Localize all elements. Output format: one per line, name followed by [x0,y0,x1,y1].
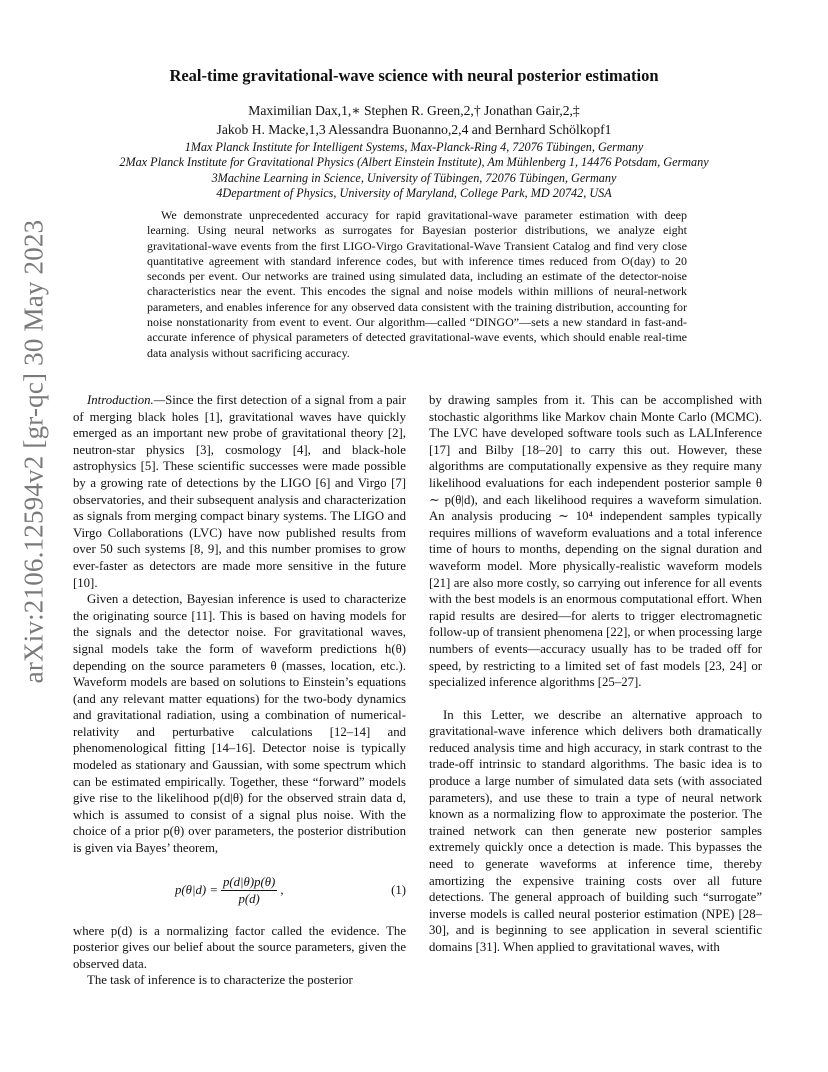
equation-denominator: p(d) [238,892,260,907]
right-paragraph-1: by drawing samples from it. This can be accomplished with stochastic algorithms like Markov chain Monte Carlo (MCMC). The LVC have developed software tools such as LALInference [17] and Bilby [18–20] to carry this out. However, these algorithms are computationally expensive as they require many likelihood evaluations for each independent posterior sample θ ∼ p(θ|d), and each likelihood requires a waveform simulation. An analysis producing ∼ 10⁴ independent samples typically requires millions of waveform evaluations and a total inference time of hours to months, depending on the signal duration and waveform model. More physically-realistic waveform models [21] are also more costly, so carrying out inference for all events with the best models is an enormous computational effort. When rapid results are desired—for alerts to trigger electromagnetic follow-up of transient phenomena [22], or when processing large numbers of events—accuracy usually has to be traded off for speed, by restricting to a limited set of fast models [23, 24] or specialized inference algorithms [25–27]. [429,393,762,690]
paper-title: Real-time gravitational-wave science with neural posterior estimation [169,66,659,85]
affiliation-4: 4Department of Physics, University of Maryland, College Park, MD 20742, USA [216,186,612,201]
abstract: We demonstrate unprecedented accuracy for rapid gravitational-wave parameter estimation with deep learning. Using neural networks as surrogates for Bayesian posterior distributions, we analyze eight gravitational-wave events from the first LIGO-Virgo Gravitational-Wave Transient Catalog and find very close quantitative agreement with standard inference codes, but with inference times reduced from O(day) to 20 seconds per event. Our networks are trained using simulated data, including an estimate of the detector-noise characteristics near the event. This encodes the signal and noise models within millions of neural-network parameters, and enables inference for any observed data consistent with the training distribution, accounting for noise nonstationarity from event to event. Our algorithm—called “DINGO”—sets a new standard in fast-and-accurate inference of physical parameters of detected gravitational-wave events, which should enable real-time data analysis without sacrificing accuracy. [147,208,687,360]
author-line-2: Jakob H. Macke,1,3 Alessandra Buonanno,2,4 and Bernhard Schölkopf1 [216,122,612,137]
paragraph-2: Given a detection, Bayesian inference is used to characterize the originating source [11]. This is based on having models for the signals and the detector noise. For gravitational waves, signal models take the form of waveform predictions h(θ) depending on the source parameters θ (masses, location, etc.). Waveform models are based on solutions to Einstein’s equations (and any relevant matter equations) for the two-body dynamics and gravitational radiation, using a combination of numerical-relativity and perturbative calculations [12–14] and phenomenological fitting [14–16]. Detector noise is typically modeled as stationary and Gaussian, with some spectrum which can be estimated empirically. Together, these “forward” models give rise to the likelihood p(d|θ) for the observed strain data d, which is assumed to consist of a signal plus noise. With the choice of a prior p(θ) over parameters, the posterior distribution is given via Bayes’ theorem, [73,592,406,856]
author-line-1: Maximilian Dax,1,∗ Stephen R. Green,2,† Jonathan Gair,2,‡ [248,103,580,118]
affiliations [0,140,828,202]
paragraph-4: The task of inference is to characterize the posterior [87,973,353,988]
equation-numerator: p(d|θ)p(θ) [221,874,277,892]
intro-text: Since the first detection of a signal from a pair of merging black holes [1], gravitational waves have quickly emerged as an important new probe of gravitational theory [2], neutron-star physics [3], cosmology [4], and black-hole astrophysics [5]. These scientific successes were made possible by a growing rate of detections by the LIGO [6] and Virgo [7] observatories, and their subsequent analysis and characterization as signals from merging compact binary systems. The LIGO and Virgo Collaborations (LVC) have now published results from over 50 such systems [8, 9], and this number promises to grow ever-faster as detectors are made more sensitive in the future [10]. [73,393,406,590]
equation-1 [73,869,406,913]
equation-fraction [221,874,277,908]
intro-paragraph [73,392,406,591]
intro-heading: Introduction.— [87,393,166,407]
right-column [429,392,762,956]
paragraph-3: where p(d) is a normalizing factor called the evidence. The posterior gives our belief about the source parameters, given the observed data. [73,923,406,971]
left-column [73,392,406,989]
affiliation-1: 1Max Planck Institute for Intelligent Systems, Max-Planck-Ring 4, 72076 Tübingen, Germany [184,140,644,154]
right-paragraph-2: In this Letter, we describe an alternative approach to gravitational-wave inference which delivers both dramatically reduced analysis time and high accuracy, in stark contrast to the trade-off intrinsic to standard algorithms. The basic idea is to produce a large number of simulated data sets (with associated parameters), and use these to train a type of neural network known as a normalizing flow to approximate the posterior. The trained network can then generate new posterior samples extremely quickly once a detection is made. This bypasses the need to generate waveforms at inference time, thereby amortizing the expensive training costs over all future detections. The general approach of building such “surrogate” inverse models is called neural posterior estimation (NPE) [28–30], and is beginning to see application in several scientific domains [31]. When applied to gravitational waves, with [429,707,762,954]
arxiv-identifier: arXiv:2106.12594v2 [gr-qc] 30 May 2023 [18,219,49,683]
affiliation-2: 2Max Planck Institute for Gravitational Physics (Albert Einstein Institute), Am Mühlenberg 1, 14476 Potsdam, Germany [119,155,709,170]
equation-lhs: p(θ|d) = [175,883,218,898]
equation-tail: , [280,883,284,898]
equation-number: (1) [391,882,406,897]
arxiv-sidebar [14,206,54,696]
affiliation-3: 3Machine Learning in Science, University of Tübingen, 72076 Tübingen, Germany [211,170,617,185]
equation-body [175,869,284,913]
author-list [0,101,828,139]
